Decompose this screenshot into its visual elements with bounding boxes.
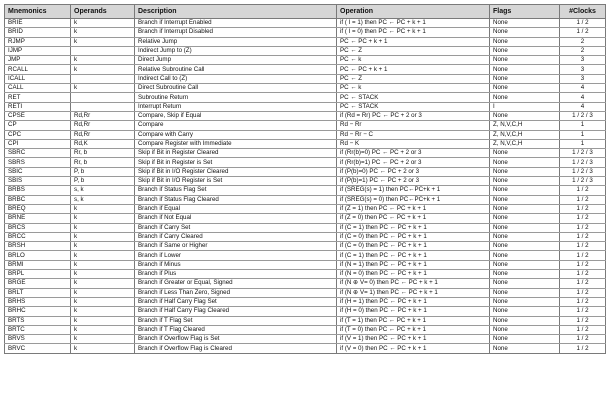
cell-operands: k (71, 251, 135, 260)
cell-clocks: 1 / 2 / 3 (560, 149, 606, 158)
cell-mnemonic: RETI (5, 102, 71, 111)
cell-clocks: 1 (560, 121, 606, 130)
cell-description: Branch if Plus (135, 270, 337, 279)
cell-operation: PC ← PC + k + 1 (337, 37, 490, 46)
cell-description: Branch if Carry Set (135, 223, 337, 232)
cell-operands: k (71, 19, 135, 28)
table-row (5, 65, 606, 74)
cell-operands: P, b (71, 177, 135, 186)
cell-flags: Z, N,V,C,H (490, 121, 560, 130)
cell-flags: None (490, 56, 560, 65)
table-row (5, 37, 606, 46)
cell-flags: None (490, 307, 560, 316)
cell-operands: s, k (71, 186, 135, 195)
cell-operation: if ( I = 1) then PC ← PC + k + 1 (337, 19, 490, 28)
table-row (5, 158, 606, 167)
cell-operation: if (C = 1) then PC ← PC + k + 1 (337, 223, 490, 232)
cell-operation: Rd − Rr − C (337, 130, 490, 139)
table-row (5, 56, 606, 65)
cell-mnemonic: BRHC (5, 307, 71, 316)
cell-flags: None (490, 195, 560, 204)
cell-clocks: 2 (560, 37, 606, 46)
cell-clocks: 1 / 2 (560, 335, 606, 344)
cell-operands: k (71, 325, 135, 334)
cell-operation: if (SREG(s) = 1) then PC←PC+k + 1 (337, 186, 490, 195)
cell-mnemonic: BRGE (5, 279, 71, 288)
table-row (5, 149, 606, 158)
cell-operation: if (P(b)=1) PC ← PC + 2 or 3 (337, 177, 490, 186)
cell-mnemonic: BRIE (5, 19, 71, 28)
table-row (5, 167, 606, 176)
table-row (5, 260, 606, 269)
cell-operands: k (71, 307, 135, 316)
cell-mnemonic: SBRS (5, 158, 71, 167)
instruction-table-container (4, 4, 605, 354)
cell-operation: PC ← PC + k + 1 (337, 65, 490, 74)
table-row (5, 307, 606, 316)
cell-description: Interrupt Return (135, 102, 337, 111)
cell-flags: None (490, 37, 560, 46)
cell-mnemonic: BREQ (5, 204, 71, 213)
cell-flags: None (490, 325, 560, 334)
cell-operands (71, 74, 135, 83)
cell-operation: Rd − K (337, 139, 490, 148)
cell-operands: k (71, 28, 135, 37)
cell-clocks: 1 / 2 (560, 307, 606, 316)
cell-flags: None (490, 84, 560, 93)
table-row (5, 270, 606, 279)
cell-description: Compare Register with Immediate (135, 139, 337, 148)
cell-operation: if (N ⊕ V= 1) then PC ← PC + k + 1 (337, 288, 490, 297)
table-row (5, 344, 606, 353)
cell-mnemonic: JMP (5, 56, 71, 65)
table-row (5, 186, 606, 195)
cell-flags: None (490, 232, 560, 241)
cell-clocks: 4 (560, 102, 606, 111)
cell-clocks: 1 / 2 (560, 297, 606, 306)
header-operands: Operands (71, 5, 135, 19)
table-row (5, 232, 606, 241)
cell-description: Skip if Bit in I/O Register is Set (135, 177, 337, 186)
cell-description: Branch if Half Carry Flag Cleared (135, 307, 337, 316)
cell-clocks: 1 / 2 (560, 288, 606, 297)
table-row (5, 130, 606, 139)
cell-operation: PC ← k (337, 84, 490, 93)
cell-clocks: 1 / 2 (560, 214, 606, 223)
cell-description: Relative Jump (135, 37, 337, 46)
cell-flags: None (490, 260, 560, 269)
cell-description: Branch if Interrupt Enabled (135, 19, 337, 28)
cell-mnemonic: SBRC (5, 149, 71, 158)
cell-operands: P, b (71, 167, 135, 176)
cell-clocks: 1 / 2 (560, 344, 606, 353)
cell-clocks: 3 (560, 74, 606, 83)
cell-mnemonic: CPI (5, 139, 71, 148)
cell-mnemonic: BRMI (5, 260, 71, 269)
cell-clocks: 1 / 2 (560, 28, 606, 37)
cell-description: Compare (135, 121, 337, 130)
cell-operands (71, 102, 135, 111)
table-body (5, 19, 606, 354)
cell-description: Branch if Overflow Flag is Cleared (135, 344, 337, 353)
cell-operation: PC ← STACK (337, 93, 490, 102)
cell-clocks: 1 / 2 (560, 242, 606, 251)
cell-operation: if (N ⊕ V= 0) then PC ← PC + k + 1 (337, 279, 490, 288)
cell-clocks: 3 (560, 56, 606, 65)
cell-flags: None (490, 93, 560, 102)
table-row (5, 242, 606, 251)
cell-operation: Rd − Rr (337, 121, 490, 130)
cell-operation: if (Rd = Rr) PC ← PC + 2 or 3 (337, 111, 490, 120)
cell-mnemonic: CP (5, 121, 71, 130)
cell-flags: None (490, 19, 560, 28)
table-row (5, 325, 606, 334)
cell-operation: if (Z = 1) then PC ← PC + k + 1 (337, 204, 490, 213)
cell-mnemonic: SBIS (5, 177, 71, 186)
cell-operation: if (C = 1) then PC ← PC + k + 1 (337, 251, 490, 260)
cell-clocks: 1 / 2 / 3 (560, 111, 606, 120)
cell-description: Branch if Equal (135, 204, 337, 213)
cell-operands: k (71, 37, 135, 46)
table-row (5, 28, 606, 37)
cell-clocks: 1 / 2 (560, 204, 606, 213)
cell-mnemonic: BRID (5, 28, 71, 37)
cell-operands: Rr, b (71, 158, 135, 167)
cell-description: Compare, Skip if Equal (135, 111, 337, 120)
cell-operands: k (71, 65, 135, 74)
cell-operands: k (71, 84, 135, 93)
cell-flags: None (490, 65, 560, 74)
cell-clocks: 1 (560, 139, 606, 148)
cell-mnemonic: CALL (5, 84, 71, 93)
cell-operands: Rd,Rr (71, 121, 135, 130)
cell-clocks: 1 / 2 (560, 19, 606, 28)
cell-flags: None (490, 316, 560, 325)
cell-clocks: 1 / 2 (560, 260, 606, 269)
cell-mnemonic: SBIC (5, 167, 71, 176)
cell-operation: PC ← Z (337, 74, 490, 83)
cell-operands: k (71, 223, 135, 232)
cell-description: Branch if Not Equal (135, 214, 337, 223)
cell-operands: Rd,K (71, 139, 135, 148)
cell-mnemonic: ICALL (5, 74, 71, 83)
cell-mnemonic: BRVC (5, 344, 71, 353)
cell-operation: if (V = 1) then PC ← PC + k + 1 (337, 335, 490, 344)
cell-flags: None (490, 223, 560, 232)
cell-operation: if (Rr(b)=0) PC ← PC + 2 or 3 (337, 149, 490, 158)
cell-flags: None (490, 28, 560, 37)
cell-operands (71, 93, 135, 102)
header-operation: Operation (337, 5, 490, 19)
cell-mnemonic: IJMP (5, 46, 71, 55)
cell-operation: if (T = 1) then PC ← PC + k + 1 (337, 316, 490, 325)
cell-clocks: 1 / 2 (560, 186, 606, 195)
cell-operands: k (71, 260, 135, 269)
cell-flags: None (490, 335, 560, 344)
cell-operands: Rr, b (71, 149, 135, 158)
table-row (5, 139, 606, 148)
cell-operands: k (71, 316, 135, 325)
cell-operation: if (Rr(b)=1) PC ← PC + 2 or 3 (337, 158, 490, 167)
cell-operands: k (71, 279, 135, 288)
cell-operands: s, k (71, 195, 135, 204)
cell-flags: None (490, 297, 560, 306)
table-row (5, 111, 606, 120)
cell-flags: None (490, 158, 560, 167)
table-row (5, 279, 606, 288)
cell-description: Branch if Greater or Equal, Signed (135, 279, 337, 288)
cell-operands: Rd,Rr (71, 111, 135, 120)
cell-clocks: 1 / 2 (560, 325, 606, 334)
cell-operation: PC ← Z (337, 46, 490, 55)
cell-flags: Z, N,V,C,H (490, 139, 560, 148)
cell-clocks: 1 / 2 / 3 (560, 177, 606, 186)
table-row (5, 177, 606, 186)
cell-clocks: 4 (560, 93, 606, 102)
cell-flags: None (490, 288, 560, 297)
cell-operands: k (71, 297, 135, 306)
cell-description: Branch if Same or Higher (135, 242, 337, 251)
cell-description: Skip if Bit in Register Cleared (135, 149, 337, 158)
cell-clocks: 1 / 2 (560, 223, 606, 232)
cell-clocks: 3 (560, 65, 606, 74)
cell-description: Indirect Call to (Z) (135, 74, 337, 83)
cell-operands: k (71, 242, 135, 251)
table-row (5, 19, 606, 28)
cell-flags: None (490, 149, 560, 158)
table-row (5, 195, 606, 204)
cell-description: Branch if Status Flag Cleared (135, 195, 337, 204)
cell-description: Branch if Status Flag Set (135, 186, 337, 195)
cell-mnemonic: CPSE (5, 111, 71, 120)
table-row (5, 46, 606, 55)
cell-operation: PC ← k (337, 56, 490, 65)
cell-flags: None (490, 270, 560, 279)
table-row (5, 204, 606, 213)
cell-flags: None (490, 251, 560, 260)
table-row (5, 316, 606, 325)
cell-mnemonic: BRBS (5, 186, 71, 195)
cell-clocks: 1 / 2 / 3 (560, 167, 606, 176)
cell-mnemonic: BRLO (5, 251, 71, 260)
cell-operands: k (71, 288, 135, 297)
cell-operands: k (71, 56, 135, 65)
cell-operands: k (71, 344, 135, 353)
cell-mnemonic: RET (5, 93, 71, 102)
cell-operation: if (P(b)=0) PC ← PC + 2 or 3 (337, 167, 490, 176)
cell-clocks: 1 / 2 (560, 270, 606, 279)
cell-description: Branch if Interrupt Disabled (135, 28, 337, 37)
table-row (5, 102, 606, 111)
cell-mnemonic: BRBC (5, 195, 71, 204)
cell-flags: None (490, 46, 560, 55)
cell-description: Branch if T Flag Cleared (135, 325, 337, 334)
cell-clocks: 1 (560, 130, 606, 139)
cell-flags: None (490, 177, 560, 186)
cell-description: Skip if Bit in Register is Set (135, 158, 337, 167)
cell-operation: if (N = 0) then PC ← PC + k + 1 (337, 270, 490, 279)
cell-description: Branch if Lower (135, 251, 337, 260)
table-row (5, 297, 606, 306)
cell-mnemonic: BRTS (5, 316, 71, 325)
cell-flags: None (490, 74, 560, 83)
cell-mnemonic: BRCS (5, 223, 71, 232)
cell-mnemonic: BRNE (5, 214, 71, 223)
cell-operands: Rd,Rr (71, 130, 135, 139)
cell-clocks: 4 (560, 84, 606, 93)
cell-operation: if (N = 1) then PC ← PC + k + 1 (337, 260, 490, 269)
cell-operands: k (71, 214, 135, 223)
cell-operation: if (H = 1) then PC ← PC + k + 1 (337, 297, 490, 306)
cell-description: Branch if Overflow Flag is Set (135, 335, 337, 344)
cell-operation: if (C = 0) then PC ← PC + k + 1 (337, 242, 490, 251)
cell-mnemonic: CPC (5, 130, 71, 139)
cell-description: Branch if Less Than Zero, Signed (135, 288, 337, 297)
cell-flags: None (490, 111, 560, 120)
cell-clocks: 1 / 2 (560, 279, 606, 288)
cell-mnemonic: BRTC (5, 325, 71, 334)
cell-operation: if (T = 0) then PC ← PC + k + 1 (337, 325, 490, 334)
cell-operation: if ( I = 0) then PC ← PC + k + 1 (337, 28, 490, 37)
cell-description: Direct Subroutine Call (135, 84, 337, 93)
cell-description: Relative Subroutine Call (135, 65, 337, 74)
cell-operation: if (Z = 0) then PC ← PC + k + 1 (337, 214, 490, 223)
cell-operation: if (V = 0) then PC ← PC + k + 1 (337, 344, 490, 353)
cell-clocks: 1 / 2 (560, 251, 606, 260)
cell-mnemonic: RJMP (5, 37, 71, 46)
cell-flags: None (490, 279, 560, 288)
cell-operation: if (H = 0) then PC ← PC + k + 1 (337, 307, 490, 316)
cell-operation: if (C = 0) then PC ← PC + k + 1 (337, 232, 490, 241)
cell-operands: k (71, 335, 135, 344)
instruction-set-table (4, 4, 606, 354)
cell-flags: None (490, 167, 560, 176)
table-row (5, 251, 606, 260)
cell-flags: None (490, 214, 560, 223)
cell-operands (71, 46, 135, 55)
cell-description: Branch if Carry Cleared (135, 232, 337, 241)
cell-mnemonic: BRCC (5, 232, 71, 241)
cell-flags: Z, N,V,C,H (490, 130, 560, 139)
cell-description: Branch if Minus (135, 260, 337, 269)
table-row (5, 93, 606, 102)
cell-flags: None (490, 204, 560, 213)
cell-clocks: 2 (560, 46, 606, 55)
cell-mnemonic: BRHS (5, 297, 71, 306)
cell-flags: I (490, 102, 560, 111)
cell-mnemonic: RCALL (5, 65, 71, 74)
cell-description: Direct Jump (135, 56, 337, 65)
header-flags: Flags (490, 5, 560, 19)
table-row (5, 223, 606, 232)
table-row (5, 74, 606, 83)
table-header-row (5, 5, 606, 19)
cell-description: Compare with Carry (135, 130, 337, 139)
cell-flags: None (490, 242, 560, 251)
cell-operation: if (SREG(s) = 0) then PC←PC+k + 1 (337, 195, 490, 204)
cell-description: Indirect Jump to (Z) (135, 46, 337, 55)
cell-clocks: 1 / 2 / 3 (560, 158, 606, 167)
cell-mnemonic: BRSH (5, 242, 71, 251)
cell-clocks: 1 / 2 (560, 195, 606, 204)
cell-operands: k (71, 270, 135, 279)
table-row (5, 335, 606, 344)
cell-mnemonic: BRPL (5, 270, 71, 279)
cell-operands: k (71, 232, 135, 241)
cell-flags: None (490, 186, 560, 195)
cell-description: Branch if T Flag Set (135, 316, 337, 325)
cell-description: Subroutine Return (135, 93, 337, 102)
header-description: Description (135, 5, 337, 19)
cell-clocks: 1 / 2 (560, 316, 606, 325)
table-row (5, 121, 606, 130)
table-row (5, 214, 606, 223)
header-clocks: #Clocks (560, 5, 606, 19)
cell-description: Skip if Bit in I/O Register Cleared (135, 167, 337, 176)
cell-operands: k (71, 204, 135, 213)
cell-clocks: 1 / 2 (560, 232, 606, 241)
header-mnemonics: Mnemonics (5, 5, 71, 19)
cell-mnemonic: BRLT (5, 288, 71, 297)
cell-description: Branch if Half Carry Flag Set (135, 297, 337, 306)
table-row (5, 288, 606, 297)
cell-operation: PC ← STACK (337, 102, 490, 111)
cell-mnemonic: BRVS (5, 335, 71, 344)
cell-flags: None (490, 344, 560, 353)
table-row (5, 84, 606, 93)
